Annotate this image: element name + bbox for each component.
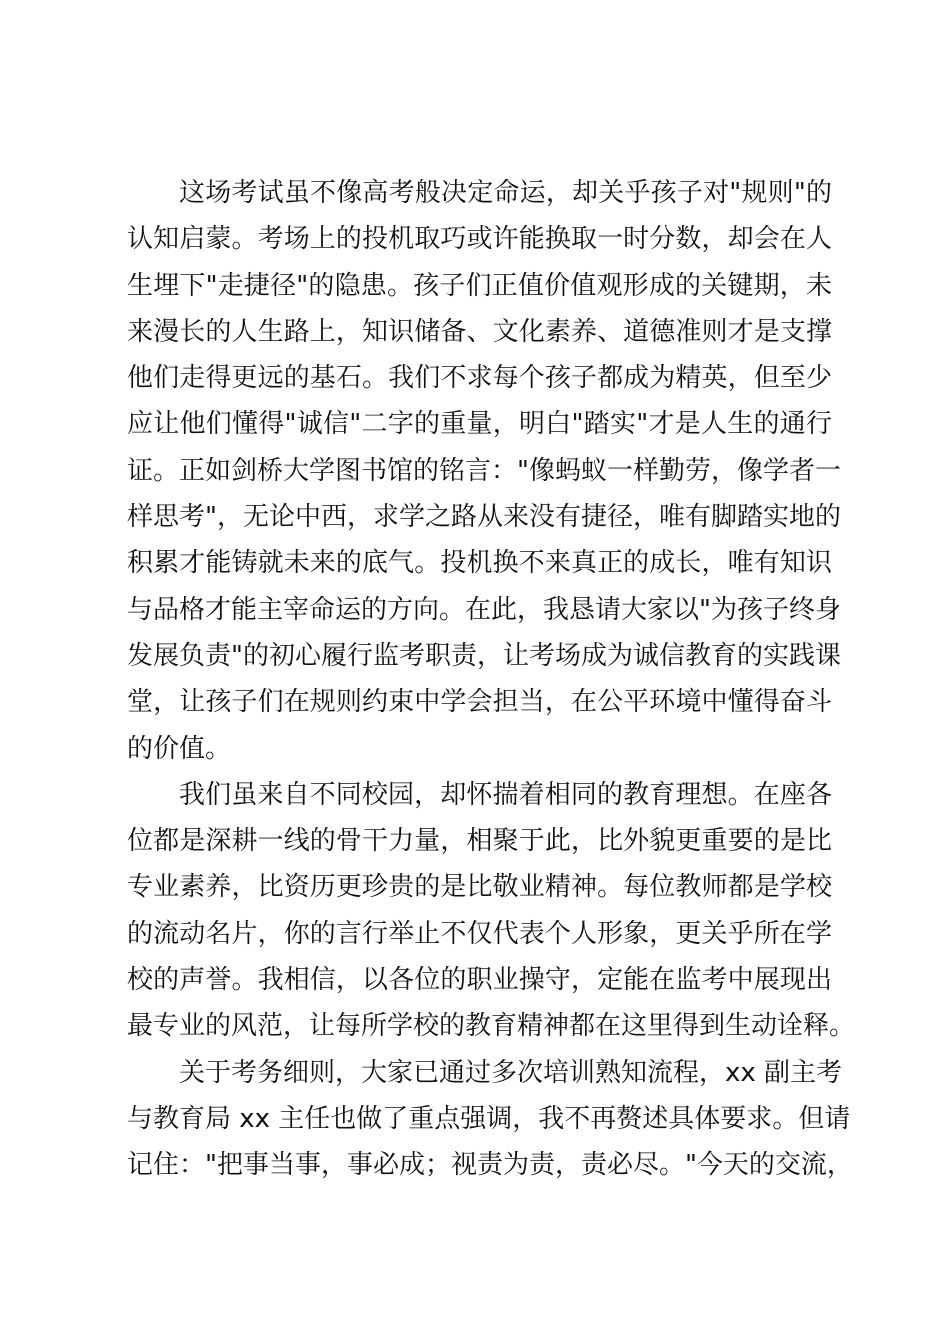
text-line: 发展负责"的初心履行监考职责，让考场成为诚信教育的实践课	[127, 640, 841, 671]
text-line: 来漫长的人生路上，知识储备、文化素养、道德准则才是支撑	[127, 316, 832, 347]
text-line: 的流动名片，你的言行举止不仅代表个人形象，更关乎所在学	[127, 918, 832, 949]
text-line: 认知启蒙。考场上的投机取巧或许能换取一时分数，却会在人	[127, 224, 832, 255]
text-line: 他们走得更远的基石。我们不求每个孩子都成为精英，但至少	[127, 363, 832, 394]
text-line: 这场考试虽不像高考般决定命运，却关乎孩子对"规则"的	[179, 178, 832, 208]
text-line: 堂，让孩子们在规则约束中学会担当，在公平环境中懂得奋斗	[127, 687, 832, 718]
text-line: 与品格才能主宰命运的方向。在此，我恳请大家以"为孩子终身	[127, 594, 841, 625]
text-line: 记住："把事当事，事必成；视责为责，责必尽。"今天的交流，	[127, 1150, 853, 1181]
text-line: 生埋下"走捷径"的隐患。孩子们正值价值观形成的关键期，未	[127, 270, 832, 301]
body-text	[127, 170, 856, 1189]
paragraph-2	[127, 772, 856, 1050]
text-line: 样思考"，无论中西，求学之路从来没有捷径，唯有脚踏实地的	[127, 502, 841, 533]
text-line: 应让他们懂得"诚信"二字的重量，明白"踏实"才是人生的通行	[127, 409, 832, 440]
text-line: 积累才能铸就未来的底气。投机换不来真正的成长，唯有知识	[127, 548, 832, 579]
text-line: 我们虽来自不同校园，却怀揣着相同的教育理想。在座各	[179, 779, 832, 810]
paragraph-1	[127, 170, 841, 772]
text-line: 最专业的风范，让每所学校的教育精神都在这里得到生动诠释。	[127, 1011, 856, 1042]
text-line: 的价值。	[127, 733, 232, 764]
text-line: 与教育局 xx 主任也做了重点强调，我不再赘述具体要求。但请	[127, 1103, 851, 1134]
text-line: 证。正如剑桥大学图书馆的铭言："像蚂蚁一样勤劳，像学者一	[127, 455, 841, 486]
text-line: 关于考务细则，大家已通过多次培训熟知流程，xx 副主考	[179, 1057, 843, 1088]
text-line: 校的声誉。我相信，以各位的职业操守，定能在监考中展现出	[127, 965, 832, 996]
paragraph-3	[127, 1050, 853, 1189]
text-line: 专业素养，比资历更珍贵的是比敬业精神。每位教师都是学校	[127, 872, 832, 903]
text-line: 位都是深耕一线的骨干力量，相聚于此，比外貌更重要的是比	[127, 826, 832, 857]
